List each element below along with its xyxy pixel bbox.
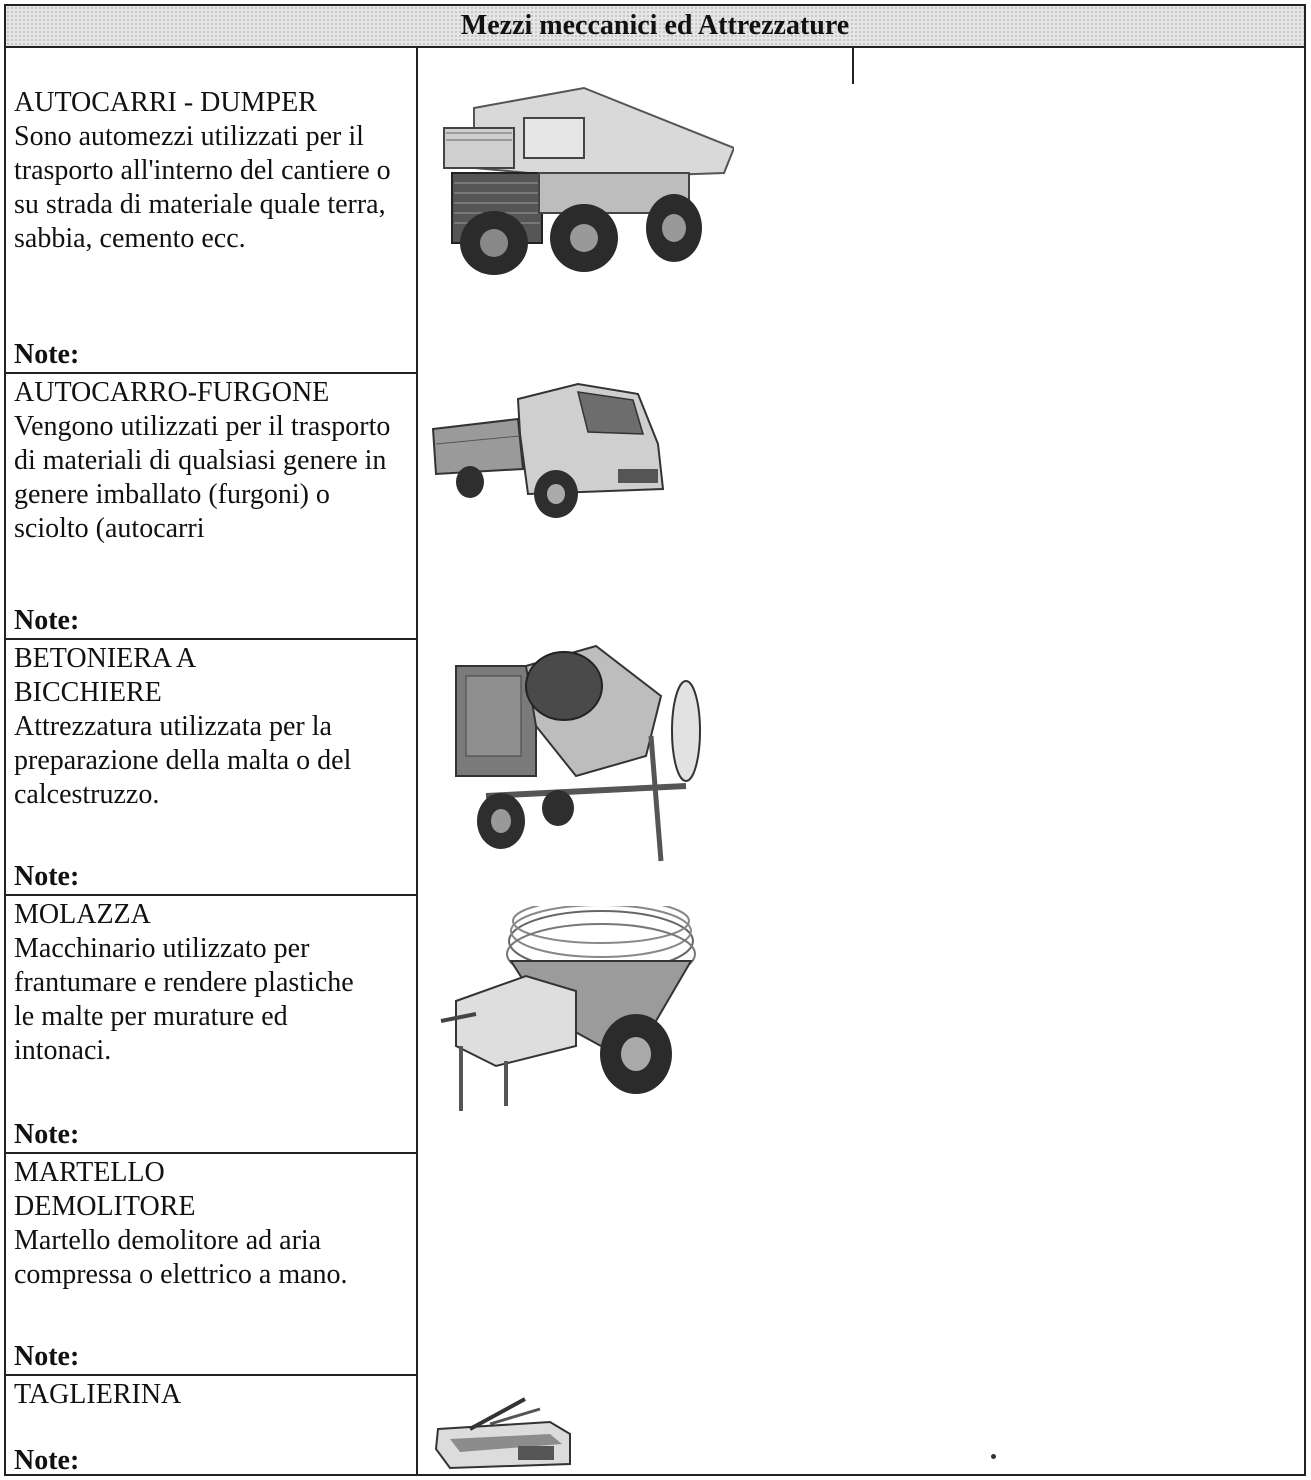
scan-speck <box>991 1454 996 1459</box>
entry-note-label: Note: <box>14 1445 80 1476</box>
table-title: Mezzi meccanici ed Attrezzature <box>6 6 1304 48</box>
entry-autocarro-furgone <box>6 372 416 638</box>
entry-name: AUTOCARRI - DUMPER <box>14 87 317 118</box>
entry-description: Attrezzatura utilizzata per la preparazione della malta o del calcestruzzo. <box>14 711 352 810</box>
mortar-mixer-picture <box>436 906 701 1116</box>
tile-cutter-picture <box>430 1394 578 1470</box>
entry-molazza <box>6 894 416 1152</box>
equipment-table <box>4 4 1306 1476</box>
entry-name: BETONIERA A BICCHIERE <box>14 643 195 708</box>
entry-name: AUTOCARRO-FURGONE <box>14 377 330 408</box>
entry-description: Martello demolitore ad aria compressa o elettrico a mano. <box>14 1225 348 1290</box>
dumper-truck-picture <box>434 78 734 278</box>
flatbed-truck-picture <box>428 374 668 524</box>
entry-note-label: Note: <box>14 1119 80 1150</box>
description-column <box>6 46 416 1474</box>
column-divider <box>416 46 418 1474</box>
entry-martello-demolitore <box>6 1152 416 1374</box>
entry-note-label: Note: <box>14 339 80 370</box>
entry-name: MOLAZZA <box>14 899 151 930</box>
entry-note-label: Note: <box>14 861 80 892</box>
entry-name: TAGLIERINA <box>14 1379 182 1410</box>
entry-taglierina <box>6 1374 416 1478</box>
entry-autocarri-dumper <box>6 46 416 372</box>
entry-note-label: Note: <box>14 605 80 636</box>
entry-name: MARTELLO DEMOLITORE <box>14 1157 196 1222</box>
entry-note-label: Note: <box>14 1341 80 1372</box>
entry-description: Vengono utilizzati per il trasporto di materiali di qualsiasi genere in genere imballato (furgoni) o sciolto (autocarri <box>14 411 391 544</box>
entry-description: Sono automezzi utilizzati per il trasporto all'interno del cantiere o su strada di materiale quale terra, sabbia, cemento ecc. <box>14 121 391 254</box>
entry-description: Macchinario utilizzato per frantumare e rendere plastiche le malte per murature ed intonaci. <box>14 933 354 1066</box>
entry-betoniera <box>6 638 416 894</box>
scan-mark <box>852 46 854 84</box>
concrete-mixer-picture <box>446 636 716 866</box>
